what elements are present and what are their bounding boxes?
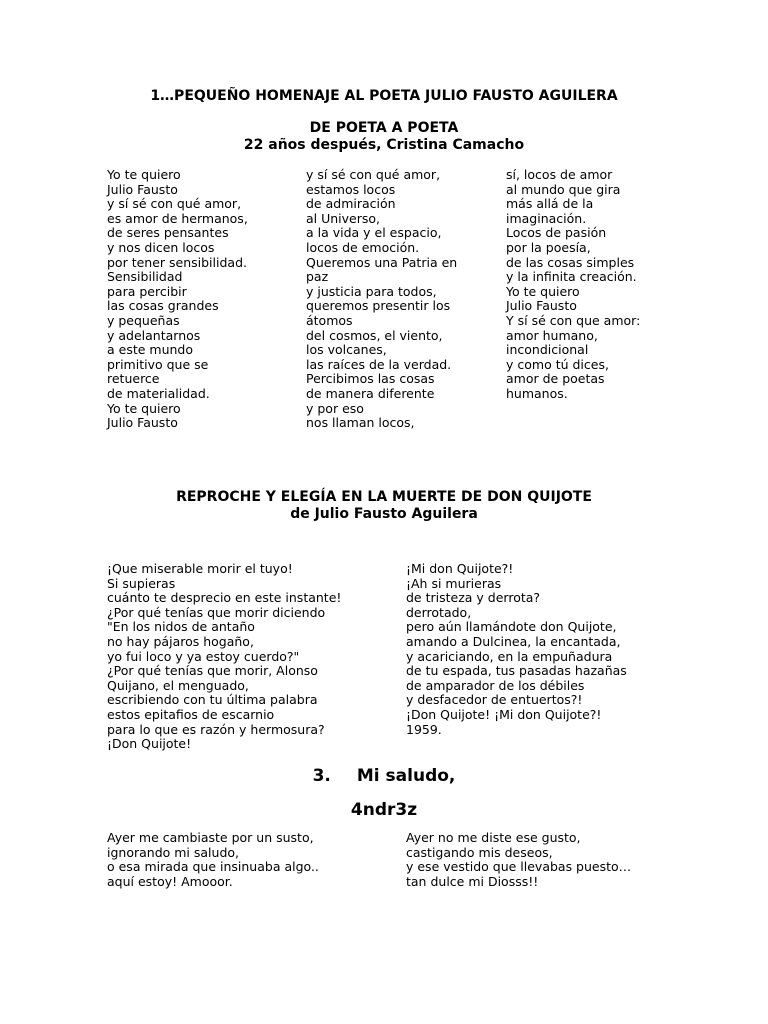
- poem-line: Si supieras: [107, 575, 176, 591]
- poem-line: y desfacedor de entuertos?!: [406, 692, 583, 708]
- poem-line: del cosmos, el viento,: [306, 327, 443, 343]
- section2-poem-column-2: [406, 562, 627, 737]
- section2-title: REPROCHE Y ELEGÍA EN LA MUERTE DE DON QUIJOTE: [176, 489, 592, 505]
- poem-line: por tener sensibilidad.: [107, 254, 247, 270]
- poem-line: para percibir: [107, 283, 187, 299]
- poem-line: sí, locos de amor: [506, 167, 613, 182]
- poem-line: átomos: [306, 312, 353, 328]
- poem-line: Julio Fausto: [107, 415, 178, 431]
- poem-line: estamos locos: [306, 181, 396, 197]
- poem-line: de manera diferente: [306, 385, 435, 401]
- poem-line: a este mundo: [107, 342, 194, 358]
- poem-line: tan dulce mi Diosss!!: [406, 873, 539, 889]
- section3-title: Mi saludo,: [356, 766, 456, 786]
- poem-line: y sí sé con qué amor,: [107, 196, 242, 212]
- poem-line: Julio Fausto: [506, 298, 577, 314]
- poem-line: de tu espada, tus pasadas hazañas: [406, 663, 627, 679]
- poem-line: pero aún llamándote don Quijote,: [406, 619, 617, 635]
- poem-line: es amor de hermanos,: [107, 210, 248, 226]
- poem-line: derrotado,: [406, 604, 472, 620]
- section1-poem-column-3: [506, 168, 640, 402]
- section1-byline: 22 años después, Cristina Camacho: [243, 137, 525, 153]
- section1-title: 1…PEQUEÑO HOMENAJE AL POETA JULIO FAUSTO AGUILERA: [150, 88, 618, 104]
- poem-line: castigando mis deseos,: [406, 844, 553, 860]
- poem-line: retuerce: [107, 371, 160, 387]
- poem-line: las cosas grandes: [107, 298, 219, 314]
- poem-line: y justicia para todos,: [306, 283, 437, 299]
- poem-line: de admiración: [306, 196, 396, 212]
- poem-line: y ese vestido que llevabas puesto…: [406, 859, 632, 875]
- section2-subtitle: de Julio Fausto Aguilera: [290, 506, 478, 522]
- section3-poem-column-1: [107, 831, 319, 889]
- poem-line: de materialidad.: [107, 385, 210, 401]
- poem-line: Ayer me cambiaste por un susto,: [107, 830, 314, 845]
- section1-poem-column-2: [306, 168, 457, 431]
- poem-line: Queremos una Patria en: [306, 254, 458, 270]
- poem-line: incondicional: [506, 342, 589, 358]
- poem-line: para lo que es razón y hermosura?: [107, 721, 325, 737]
- poem-line: al Universo,: [306, 210, 381, 226]
- poem-line: ¡Mi don Quijote?!: [406, 561, 514, 576]
- poem-line: primitivo que se: [107, 356, 209, 372]
- poem-line: al mundo que gira: [506, 181, 621, 197]
- poem-line: no hay pájaros hogaño,: [107, 633, 254, 649]
- poem-line: o esa mirada que insinuaba algo..: [107, 859, 319, 875]
- poem-line: ignorando mi saludo,: [107, 844, 240, 860]
- poem-line: humanos.: [506, 385, 568, 401]
- poem-line: ¡Ah si murieras: [406, 575, 502, 591]
- poem-line: ¿Por qué tenías que morir diciendo: [107, 604, 326, 620]
- poem-line: ¿Por qué tenías que morir, Alonso: [107, 663, 318, 679]
- poem-line: y adelantarnos: [107, 327, 201, 343]
- poem-line: imaginación.: [506, 210, 587, 226]
- poem-line: más allá de la: [506, 196, 594, 212]
- poem-line: las raíces de la verdad.: [306, 356, 452, 372]
- section1-poem-column-1: [107, 168, 248, 431]
- poem-line: Sensibilidad: [107, 269, 183, 285]
- poem-line: nos llaman locos,: [306, 415, 415, 431]
- poem-line: de tristeza y derrota?: [406, 590, 541, 606]
- poem-line: ¡Don Quijote!: [107, 736, 192, 752]
- poem-line: Yo te quiero: [107, 167, 181, 182]
- poem-line: y nos dicen locos: [107, 239, 215, 255]
- poem-line: amor de poetas: [506, 371, 605, 387]
- poem-line: "En los nidos de antaño: [107, 619, 255, 635]
- poem-line: de amparador de los débiles: [406, 677, 585, 693]
- poem-line: amando a Dulcinea, la encantada,: [406, 633, 621, 649]
- poem-line: 1959.: [406, 721, 442, 737]
- poem-line: los volcanes,: [306, 342, 387, 358]
- section3-author: 4ndr3z: [350, 800, 418, 820]
- poem-line: escribiendo con tu última palabra: [107, 692, 318, 708]
- poem-line: cuánto te desprecio en este instante!: [107, 590, 342, 606]
- poem-line: aquí estoy! Amooor.: [107, 873, 233, 889]
- poem-line: ¡Don Quijote! ¡Mi don Quijote?!: [406, 706, 602, 722]
- poem-line: estos epitafios de escarnio: [107, 706, 275, 722]
- section2-poem-column-1: [107, 562, 341, 752]
- poem-line: Ayer no me diste ese gusto,: [406, 830, 581, 845]
- poem-line: y por eso: [306, 400, 364, 416]
- poem-line: a la vida y el espacio,: [306, 225, 442, 241]
- poem-line: amor humano,: [506, 327, 598, 343]
- poem-line: y sí sé con qué amor,: [306, 167, 441, 182]
- poem-line: y pequeñas: [107, 312, 180, 328]
- poem-line: de las cosas simples: [506, 254, 635, 270]
- poem-line: Yo te quiero: [107, 400, 181, 416]
- section3-heading: [0, 766, 768, 786]
- poem-line: de seres pensantes: [107, 225, 229, 241]
- poem-line: y la infinita creación.: [506, 269, 637, 285]
- poem-line: queremos presentir los: [306, 298, 451, 314]
- poem-line: paz: [306, 269, 329, 285]
- poem-line: Y sí sé con que amor:: [506, 312, 641, 328]
- poem-line: Quijano, el menguado,: [107, 677, 249, 693]
- poem-line: Percibimos las cosas: [306, 371, 435, 387]
- section3-poem-column-2: [406, 831, 631, 889]
- poem-line: Julio Fausto: [107, 181, 178, 197]
- poem-line: ¡Que miserable morir el tuyo!: [107, 561, 293, 576]
- poem-line: locos de emoción.: [306, 239, 420, 255]
- section1-subtitle: DE POETA A POETA: [309, 120, 459, 136]
- poem-line: y acariciando, en la empuñadura: [406, 648, 613, 664]
- poem-line: por la poesía,: [506, 239, 591, 255]
- poem-line: Yo te quiero: [506, 283, 580, 299]
- section3-number: 3.: [312, 766, 331, 786]
- poem-line: Locos de pasión: [506, 225, 607, 241]
- poem-line: yo fui loco y ya estoy cuerdo?": [107, 648, 300, 664]
- poem-line: y como tú dices,: [506, 356, 609, 372]
